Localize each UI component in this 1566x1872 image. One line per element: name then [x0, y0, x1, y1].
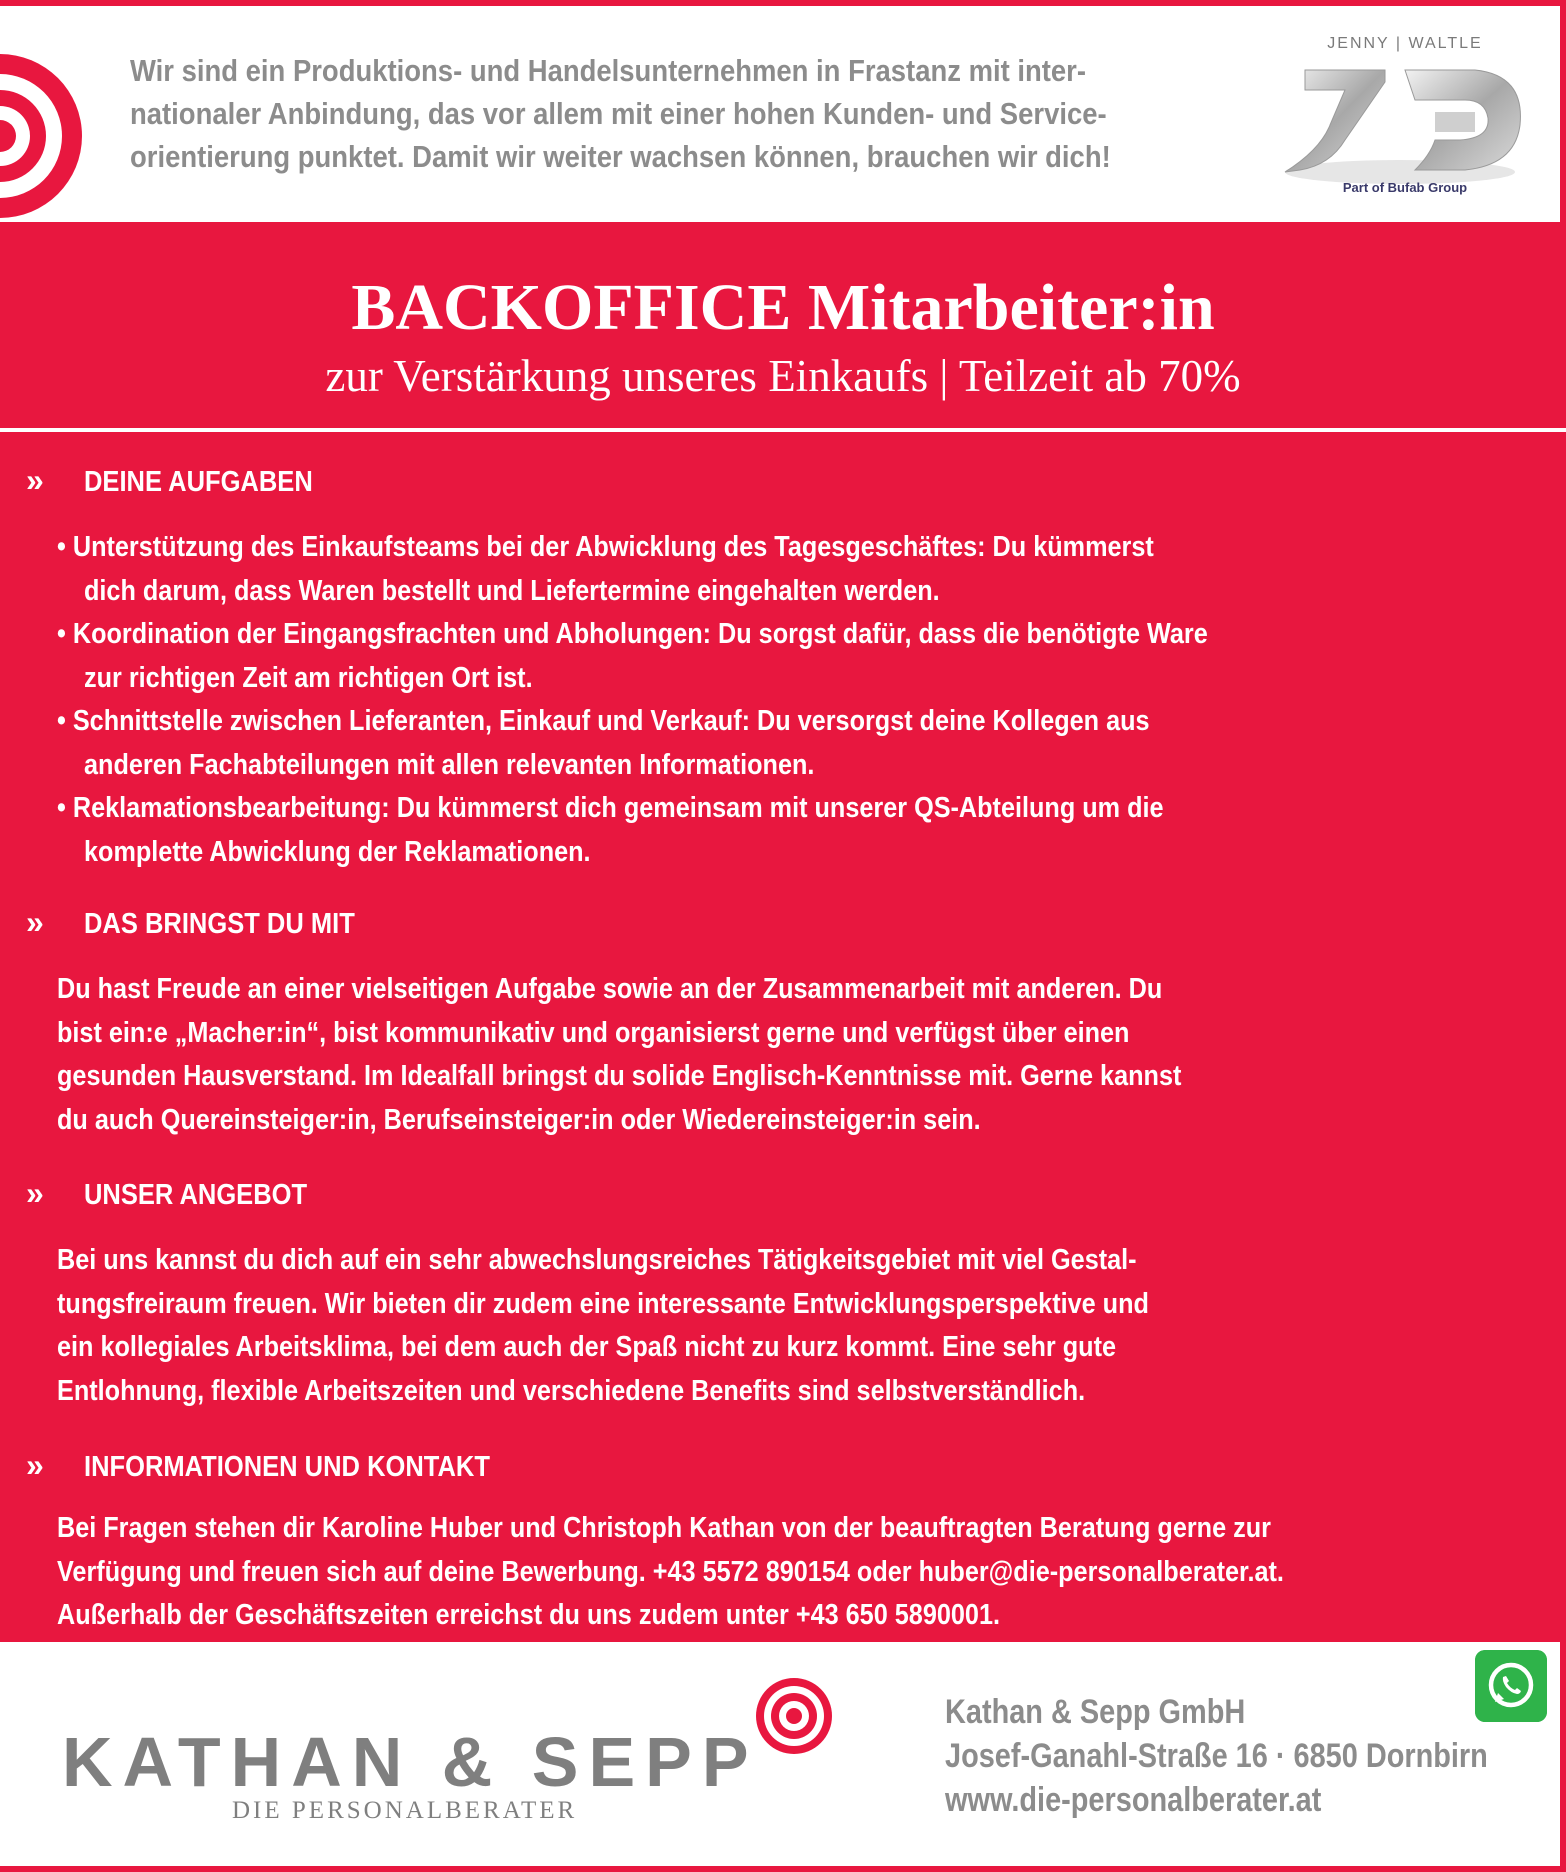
list-item-line: • Koordination der Eingangsfrachten und Abholungen: Du sorgst dafür, dass die benötigte Ware: [57, 618, 1208, 650]
company-name: Kathan & Sepp GmbH: [945, 1693, 1246, 1731]
street-address: Josef-Ganahl-Straße 16 · 6850 Dornbirn: [945, 1737, 1488, 1775]
text-line: gesunden Hausverstand. Im Idealfall bringst du solide Englisch-Kenntnisse mit. Gerne kannst: [57, 1060, 1182, 1092]
contact-text: [57, 1507, 1537, 1638]
intro-text: [130, 50, 1250, 179]
list-item-line: • Schnittstelle zwischen Lieferanten, Einkauf und Verkauf: Du versorgst deine Kollegen aus: [57, 705, 1150, 737]
target-rings-icon: [754, 1676, 834, 1756]
list-item-line: anderen Fachabteilungen mit allen relevanten Informationen.: [84, 748, 815, 781]
list-item: [57, 700, 1537, 787]
heading-label: INFORMATIONEN UND KONTAKT: [84, 1451, 490, 1483]
company-address: [945, 1690, 1566, 1822]
section-heading-angebot: [26, 1173, 338, 1213]
list-item-line: • Unterstützung des Einkaufsteams bei der Abwicklung des Tagesgeschäftes: Du kümmerst: [57, 531, 1154, 563]
list-item: [57, 526, 1537, 613]
heading-label: UNSER ANGEBOT: [84, 1179, 308, 1211]
text-line: Außerhalb der Geschäftszeiten erreichst du uns zudem unter +43 650 5890001.: [57, 1599, 1000, 1631]
divider: [0, 428, 1566, 432]
intro-line: orientierung punktet. Damit wir weiter wachsen können, brauchen wir dich!: [130, 140, 1111, 174]
website-link[interactable]: www.die-personalberater.at: [945, 1781, 1322, 1819]
list-item: [57, 613, 1537, 700]
chevron-right-icon: »: [26, 1447, 44, 1483]
job-subtitle: zur Verstärkung unseres Einkaufs | Teilzeit ab 70%: [325, 351, 1241, 401]
list-item-line: komplette Abwicklung der Reklamationen.: [84, 835, 591, 868]
list-item-line: zur richtigen Zeit am richtigen Ort ist.: [84, 661, 533, 694]
heading-label: DEINE AUFGABEN: [84, 466, 313, 498]
logo-top-text: JENNY | WALTLE: [1327, 35, 1483, 52]
whatsapp-icon[interactable]: [1475, 1650, 1547, 1722]
text-line: bist ein:e „Macher:in“, bist kommunikativ und organisierst gerne und verfügst über einen: [57, 1016, 1130, 1049]
text-line: Bei uns kannst du dich auf ein sehr abwechslungsreiches Tätigkeitsgebiet mit viel Gestal-: [57, 1244, 1137, 1276]
text-line: tungsfreiraum freuen. Wir bieten dir zudem eine interessante Entwicklungsperspektive und: [57, 1287, 1149, 1320]
intro-line: Wir sind ein Produktions- und Handelsunternehmen in Frastanz mit inter-: [130, 54, 1087, 88]
text-line: Entlohnung, flexible Arbeitszeiten und verschiedene Benefits sind selbstverständlich.: [57, 1374, 1086, 1407]
chevron-right-icon: »: [26, 1175, 44, 1211]
target-rings-icon: [0, 46, 90, 226]
list-item: [57, 787, 1537, 874]
tasks-list: [57, 526, 1537, 874]
list-item-line: • Reklamationsbearbeitung: Du kümmerst dich gemeinsam mit unserer QS-Abteilung um die: [57, 792, 1164, 824]
jenny-waltle-logo: [1275, 30, 1535, 205]
text-line: Du hast Freude an einer vielseitigen Aufgabe sowie an der Zusammenarbeit mit anderen. Du: [57, 973, 1163, 1005]
section-heading-aufgaben: [26, 460, 344, 500]
section-heading-kontakt: [26, 1445, 545, 1485]
job-title: BACKOFFICE Mitarbeiter:in: [351, 271, 1215, 344]
footer-panel: [0, 1642, 1566, 1872]
requirements-text: [57, 968, 1537, 1142]
header-panel: [0, 0, 1566, 222]
logo-bottom-text: Part of Bufab Group: [1342, 180, 1468, 195]
brand-tagline: DIE PERSONALBERATER: [232, 1797, 578, 1824]
text-line: du auch Quereinsteiger:in, Berufseinsteiger:in oder Wiedereinsteiger:in sein.: [57, 1103, 981, 1136]
title-banner: [0, 222, 1566, 432]
text-line: ein kollegiales Arbeitsklima, bei dem auch der Spaß nicht zu kurz kommt. Eine sehr gute: [57, 1331, 1117, 1363]
chevron-right-icon: »: [26, 904, 44, 940]
text-line: Verfügung und freuen sich auf deine Bewerbung. +43 5572 890154 oder huber@die-personalberater.at.: [57, 1555, 1284, 1588]
intro-line: nationaler Anbindung, das vor allem mit einer hohen Kunden- und Service-: [130, 97, 1107, 131]
offer-text: [57, 1239, 1537, 1413]
list-item-line: dich darum, dass Waren bestellt und Liefertermine eingehalten werden.: [84, 574, 940, 607]
text-line: Bei Fragen stehen dir Karoline Huber und Christoph Kathan von der beauftragten Beratung gerne zur: [57, 1512, 1271, 1544]
chevron-right-icon: »: [26, 462, 44, 498]
section-heading-mitbringen: [26, 902, 392, 942]
heading-label: DAS BRINGST DU MIT: [84, 908, 355, 940]
brand-wordmark: KATHAN & SEPP: [62, 1723, 759, 1801]
